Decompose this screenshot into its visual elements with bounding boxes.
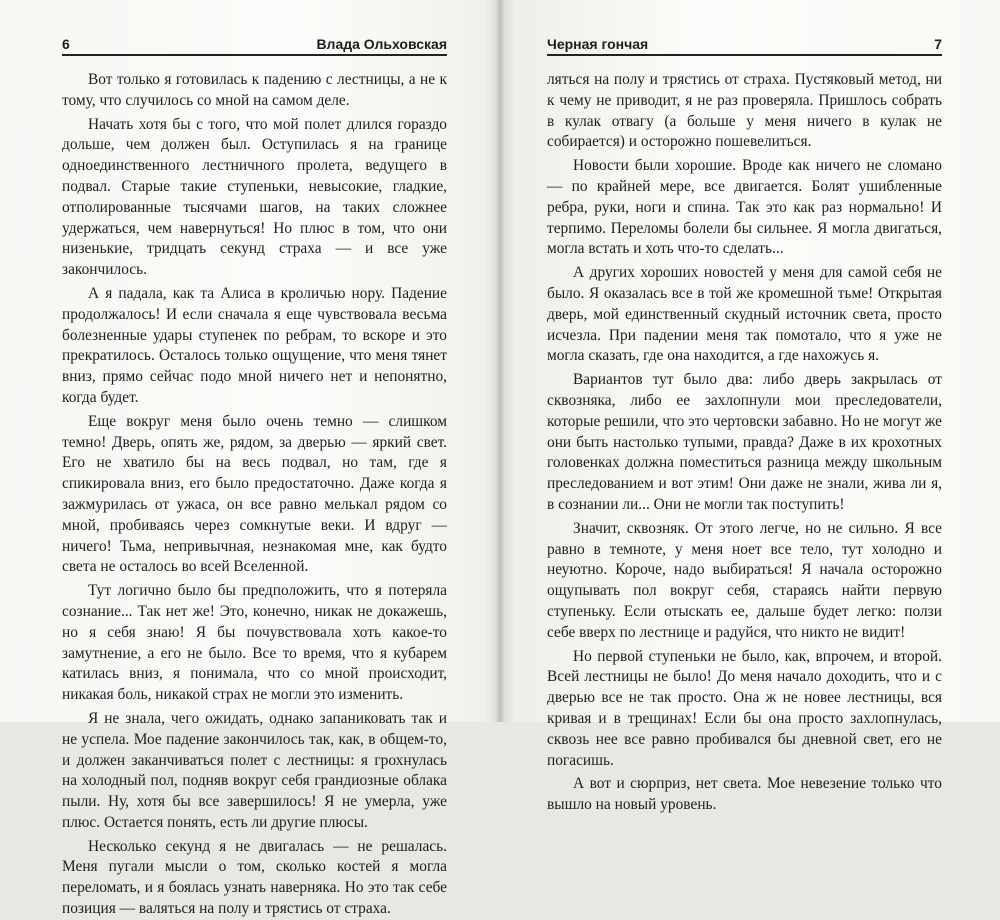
paragraph: Начать хотя бы с того, что мой полет длился гораздо дольше, чем должен был. Оступилась я на границе одноединственного лестничного пролета, ведущего в подвал. Старые такие ступеньки, невысокие, гладкие, отполированные тысячами шагов, на таких сложнее удержаться, чем навернуться! Но плюс в том, что они низенькие, тридцать секунд страха — и все уже закончилось. xyxy=(62,115,447,279)
right-running-head xyxy=(547,30,942,56)
right-page xyxy=(500,0,1000,814)
paragraph: Я не знала, чего ожидать, однако запаниковать так и не успела. Мое падение закончилось так, как, в общем-то, и должен заканчиваться полет с лестницы: я грохнулась на холодный пол, подняв вокруг себя грандиозные облака пыли. Ну, хотя бы все завершилось! Я не умерла, уже плюс. Остается понять, есть ли другие плюсы. xyxy=(62,709,447,831)
paragraph: Новости были хорошие. Вроде как ничего не сломано — по крайней мере, все двигается. Болят ушибленные ребра, руки, ноги и спина. Так это как раз нормально! И терпимо. Переломы болели бы сильнее. Я могла двигаться, могла встать и хоть что-то сделать... xyxy=(547,157,942,258)
left-page-number: 6 xyxy=(62,36,70,52)
paragraph: Еще вокруг меня было очень темно — слишком темно! Дверь, опять же, рядом, за дверью — яркий свет. Его не хватило бы на весь подвал, но там, где я спикировала вниз, его было предостаточно. Даже когда я зажмурилась от ужаса, он все равно мелькал рядом со мной, пробиваясь через сомкнутые веки. И вдруг — ничего! Тьма, непривычная, незнакомая мне, как будто света не осталось во всей Вселенной. xyxy=(62,412,447,576)
paragraph: А вот и сюрприз, нет света. Мое невезение только что вышло на новый уровень. xyxy=(547,775,942,814)
paragraph: ляться на полу и трястись от страха. Пустяковый метод, ни к чему не приводит, я не раз проверяла. Пришлось собрать в кулак отвагу (а больше у меня ничего в кулак не собирается) и осторожно пошевелиться. xyxy=(547,71,942,151)
left-page-text xyxy=(62,70,447,920)
paragraph: Вот только я готовилась к падению с лестницы, а не к тому, что случилось со мной на самом деле. xyxy=(62,71,447,109)
left-page xyxy=(0,0,500,918)
paragraph: Несколько секунд я не двигалась — не решалась. Меня пугали мысли о том, сколько костей я могла переломать, и я боялась узнать наверняка. Но это так себе позиция — валяться на полу и трястись от страха. xyxy=(62,837,447,918)
right-running-title: Черная гончая xyxy=(547,36,649,52)
paragraph: Значит, сквозняк. От этого легче, но не сильно. Я все равно в темноте, у меня ноет все тело, тут холодно и неуютно. Короче, надо выбираться! Я начала осторожно ощупывать пол вокруг себя, стараясь найти первую ступеньку. Если отыскать ее, дальше будет легко: ползи себе вверх по лестнице и радуйся, что никто не видит! xyxy=(547,519,942,641)
left-running-head xyxy=(62,30,447,56)
paragraph: Но первой ступеньки не было, как, впрочем, и второй. Всей лестницы не было! До меня начало доходить, что и с дверью все не так просто. Она ж не новее лестницы, вся кривая и в трещинах! Если бы она просто захлопнулась, сквозь нее все равно пробивался бы дневной свет, его не погасишь. xyxy=(547,647,942,769)
right-page-text xyxy=(547,70,942,816)
right-page-number: 7 xyxy=(934,36,942,52)
paragraph: Тут логично было бы предположить, что я потеряла сознание... Так нет же! Это, конечно, никак не докажешь, но я себя знаю! Я бы почувствовала хоть какое-то замутнение, а его не было. Все то время, что я кубарем катилась вниз, я понимала, что со мной происходит, никакая боль, никакой страх не могли это изменить. xyxy=(62,582,447,704)
paragraph: А других хороших новостей у меня для самой себя не было. Я оказалась все в той же кромешной тьме! Открытая дверь, мой единственный скудный источник света, просто исчезла. При падении меня так помотало, что я уже не могла сказать, где она находится, а где нахожусь я. xyxy=(547,264,942,365)
paragraph: Вариантов тут было два: либо дверь закрылась от сквозняка, либо ее захлопнули мои преследователи, которые решили, что это чертовски забавно. Но не могут же они быть настолько тупыми, правда? Даже в их крохотных головенках должна поместиться разница между школьным преследованием и вот этим! Они даже не знали, жива ли я, в сознании ли... Они не могли так поступить! xyxy=(547,371,942,513)
left-running-title: Влада Ольховская xyxy=(316,36,447,52)
paragraph: А я падала, как та Алиса в кроличью нору. Падение продолжалось! И если сначала я еще чувствовала весьма болезненные удары ступенек по ребрам, то вскоре и это прекратилось. Осталось только ощущение, что меня тянет вниз, прямо сейчас подо мной ничего нет и непонятно, когда будет. xyxy=(62,284,447,406)
